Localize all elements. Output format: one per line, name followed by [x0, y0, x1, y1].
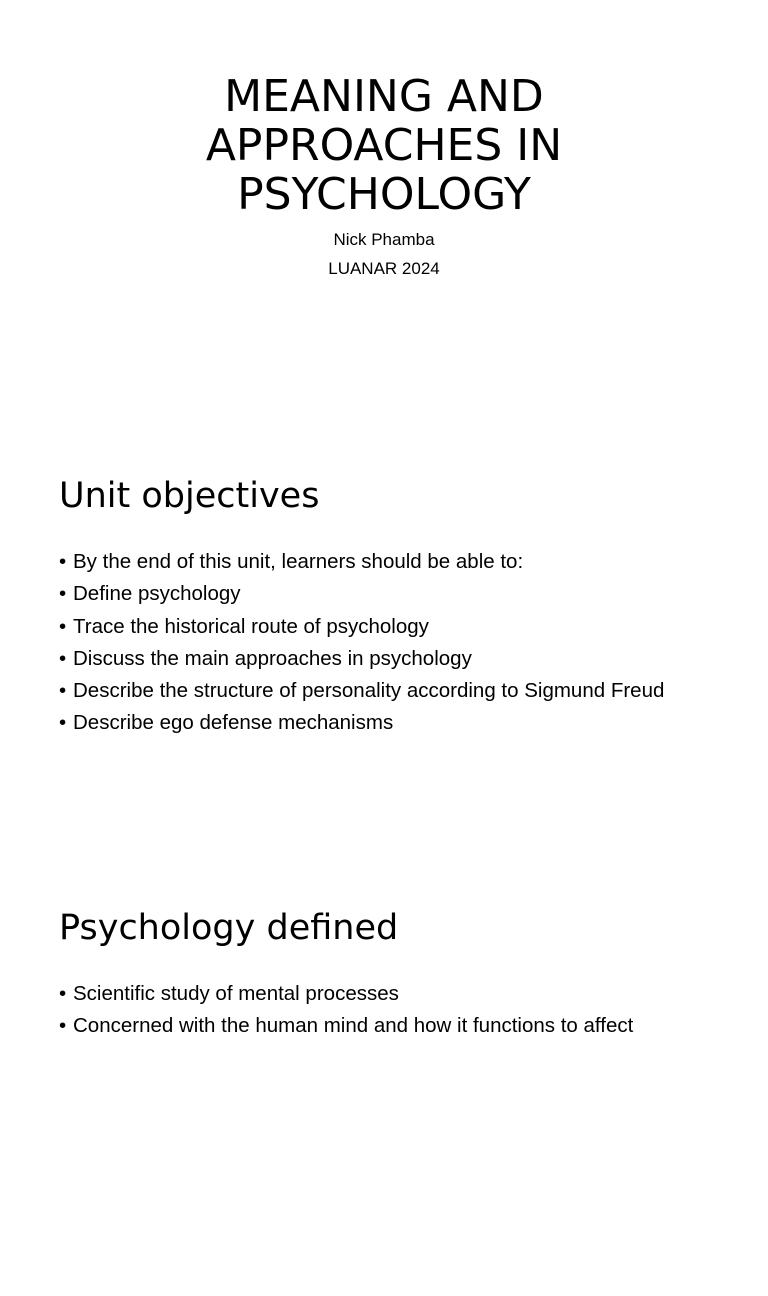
list-item-text: Trace the historical route of psychology	[73, 614, 429, 638]
list-item	[59, 1010, 633, 1042]
title-slide	[0, 0, 768, 432]
objectives-list	[59, 546, 664, 740]
list-item	[59, 578, 664, 610]
bullet-icon: •	[59, 1014, 67, 1038]
bullet-icon: •	[59, 614, 67, 638]
list-item	[59, 643, 664, 675]
bullet-icon: •	[59, 711, 67, 735]
list-item-text: Scientific study of mental processes	[73, 982, 399, 1005]
list-item-text: Concerned with the human mind and how it functions to affect	[73, 1014, 634, 1038]
definition-list	[59, 978, 633, 1043]
list-item-text: Describe ego defense mechanisms	[73, 711, 394, 735]
list-item	[59, 978, 633, 1010]
list-item-text: By the end of this unit, learners should be able to:	[73, 550, 524, 573]
institution-year: LUANAR 2024	[328, 259, 440, 278]
bullet-icon: •	[59, 646, 67, 670]
presentation-title	[0, 72, 768, 219]
list-item-text: Discuss the main approaches in psychology	[73, 646, 472, 670]
psychology-defined-slide	[0, 864, 768, 1296]
unit-objectives-slide	[0, 432, 768, 864]
bullet-icon: •	[59, 679, 67, 703]
list-item	[59, 611, 664, 643]
title-line-2: APPROACHES IN	[205, 120, 563, 171]
author-name: Nick Phamba	[333, 230, 435, 249]
list-item-text: Define psychology	[73, 582, 241, 606]
slide-heading: Psychology defined	[59, 908, 399, 948]
title-line-1: MEANING AND	[224, 71, 544, 122]
bullet-icon: •	[59, 550, 67, 573]
list-item	[59, 675, 664, 707]
title-line-3: PSYCHOLOGY	[237, 169, 531, 220]
slide-heading: Unit objectives	[59, 476, 320, 516]
list-item-text: Describe the structure of personality according to Sigmund Freud	[73, 679, 665, 703]
list-item	[59, 546, 664, 578]
list-item	[59, 707, 664, 739]
bullet-icon: •	[59, 582, 67, 606]
bullet-icon: •	[59, 982, 67, 1005]
